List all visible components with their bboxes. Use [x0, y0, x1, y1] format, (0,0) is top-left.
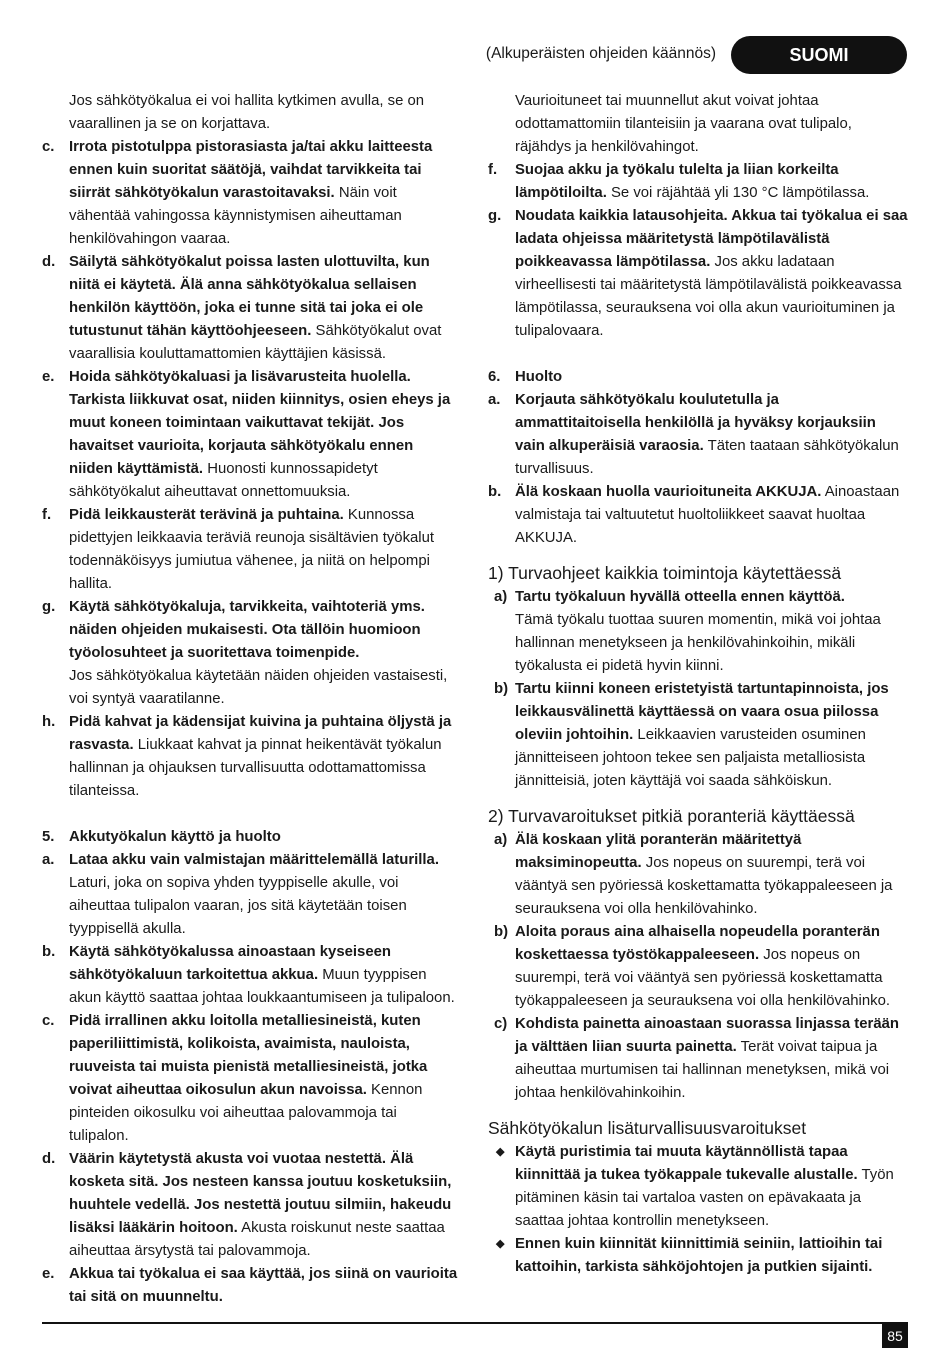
continued-paragraph: Jos sähkötyökalua ei voi hallita kytkimen avulla, se on vaarallinen ja se on korjattava. [69, 93, 425, 132]
section-heading-1: 1) Turvaohjeet kaikkia toimintoja käytettäessä [488, 563, 842, 583]
footer-rule [42, 1322, 908, 1324]
list-item-5g: g. Noudata kaikkia latausohjeita. Akkua tai työkalua ei saa ladata ohjeissa määritetystä lämpötilavälistä poikkeavassa lämpötilassa. Jos akku ladataan virheellisesti tai määritetystä lämpötilavälistä poikkeavassa lämpötilassa, seurauksena voi olla akun vaurioituminen ja tulipalovaara. [488, 208, 908, 339]
list-item-6a: a. Korjauta sähkötyökalu koulutetulla ja ammattitaitoisella henkilöllä ja hyväksy korjauksiin vain alkuperäisiä varaosia. Täten taataan sähkötyökalun turvallisuus. [488, 392, 899, 477]
sub-item-1b: b) Tartu kiinni koneen eristetyistä tartuntapinnoista, jos leikkausvälinettä käyttäessä on vaara osua piilossa oleviin johtoihin. Leikkaavien varusteiden osuminen jännitteiseen johtoon tekee sen paljaista metalliosista jännitteisiä, joten käyttäjä voi saada sähköiskun. [494, 681, 889, 789]
right-column [488, 90, 908, 1279]
list-item-5a: a. Lataa akku vain valmistajan määrittelemällä laturilla. Laturi, joka on sopiva yhden tyyppiselle akulle, voi aiheuttaa tulipalon vaaran, jos sitä käytetään toisen tyyppisellä akulla. [42, 852, 439, 937]
list-item-f: f. Pidä leikkausterät terävinä ja puhtaina. Kunnossa pidettyjen leikkaavia teräviä reunoja sisältävien työkalut todennäköisyys jumiutua vähenee, ja niitä on helpompi hallita. [42, 507, 435, 592]
section-6-heading: 6. Huolto [488, 369, 563, 385]
diamond-bullet-icon: ◆ [496, 1238, 505, 1250]
language-tab: SUOMI [731, 36, 907, 74]
list-item-c: c. Irrota pistotulppa pistorasiasta ja/tai akku laitteesta ennen kuin suoritat säätöjä, vaihdat tarvikkeita tai siirrät sähkötyökalun varastoitavaksi. Näin voit vähentää vahingossa käynnistymisen aiheuttaman henkilövahingon vaaraa. [42, 139, 433, 247]
list-item-5c: c. Pidä irrallinen akku loitolla metalliesineistä, kuten paperiliittimistä, kolikoista, avaimista, nauloista, ruuveista tai muista pienistä metalliesineistä, jotka voivat aiheuttaa oikosulun akun navoissa. Kennon pinteiden oikosulku voi aiheuttaa palovammoja tai tulipalon. [42, 1013, 428, 1144]
bullet-item-1: ◆ Käytä puristimia tai muuta käytännöllistä tapaa kiinnittää ja tukea työkappale tukevalle alustalle. Työn pitäminen käsin tai vartaloa vasten on epävakaata ja saattaa johtaa kontrollin menetykseen. [488, 1141, 908, 1233]
sub-item-2b: b) Aloita poraus aina alhaisella nopeudella poranterän koskettaessa työstökappaleeseen. Jos nopeus on suurempi, terä voi vääntyä sen pyöriessä koskettamatta työkappaleeseen ja seurauksena voi olla henkilövahinko. [494, 924, 890, 1009]
list-item-5f: f. Suojaa akku ja työkalu tulelta ja liian korkeilta lämpötiloilta. Se voi räjähtää yli 130 °C lämpötilassa. [488, 162, 870, 201]
header-subtitle: (Alkuperäisten ohjeiden käännös) [485, 45, 716, 62]
list-item-6b: b. Älä koskaan huolla vaurioituneita AKKUJA. Ainoastaan valmistaja tai valtuutetut huoltoliikkeet saavat huoltaa AKKUJA. [488, 484, 900, 546]
continued-paragraph-right: Vaurioituneet tai muunnellut akut voivat johtaa odottamattomiin tilanteisiin ja vaarana ovat tulipalo, räjähdys ja henkilövahingot. [515, 93, 852, 155]
sub-item-2c: c) Kohdista painetta ainoastaan suorassa linjassa terään ja välttäen liian suurta painetta. Terät voivat taipua ja aiheuttaa murtumisen tai hallinnan menetyksen, mikä voi johtaa henkilövahinkoihin. [494, 1016, 899, 1101]
list-item-h: h. Pidä kahvat ja kädensijat kuivina ja puhtaina öljystä ja rasvasta. Liukkaat kahvat ja pinnat heikentävät työkalun hallinnan ja ohjauksen turvallisuutta odottamattomissa tilanteissa. [42, 714, 452, 799]
sub-item-1a: a) Tartu työkaluun hyvällä otteella ennen käyttöä. Tämä työkalu tuottaa suuren momentin, mikä voi johtaa hallinnan menetykseen ja henkilövahinkoihin, mikäli työkalusta ei pidetä hyvin kiinni. [494, 589, 881, 674]
list-item-e: e. Hoida sähkötyökaluasi ja lisävarusteita huolella. Tarkista liikkuvat osat, niiden kiinnitys, osien eheys ja muut koneen toimintaan vaikuttavat tekijät. Jos havaitset vaurioita, korjauta sähkötyökalu ennen niiden käyttämistä. Huonosti kunnossapidetyt sähkötyökalut aiheuttavat onnettomuuksia. [42, 369, 451, 500]
bullet-item-2: ◆ Ennen kuin kiinnität kiinnittimiä seiniin, lattioihin tai kattoihin, tarkista sähköjohtojen ja putkien sijainti. [488, 1233, 908, 1279]
list-item-5d: d. Väärin käytetystä akusta voi vuotaa nestettä. Älä kosketa sitä. Jos nesteen kanssa joutuu kosketuksiin, huuhtele vedellä. Jos nestettä joutuu silmiin, hakeudu lisäksi lääkärin hoitoon. Akusta roiskunut neste saattaa aiheuttaa ärsytystä tai palovammoja. [42, 1151, 452, 1259]
list-item-5e: e. Akkua tai työkalua ei saa käyttää, jos siinä on vaurioita tai sitä on muunneltu. [42, 1266, 458, 1305]
sub-item-2a: a) Älä koskaan ylitä poranterän määritettyä maksiminopeutta. Jos nopeus on suurempi, terä voi vääntyä sen pyöriessä koskettamatta työkappaleeseen ja seurauksena voi olla henkilövahinko. [494, 832, 893, 917]
section-heading-2: 2) Turvavaroitukset pitkiä poranteriä käyttäessä [488, 806, 855, 826]
section-heading-3: Sähkötyökalun lisäturvallisuusvaroitukset [488, 1118, 807, 1138]
list-item-d: d. Säilytä sähkötyökalut poissa lasten ulottuvilta, kun niitä ei käytetä. Älä anna sähkötyökalua sellaisen henkilön käyttöön, joka ei tunne sitä tai joka ei ole tutustunut tähän käyttöohjeeseen. Sähkötyökalut ovat vaarallisia kouluttamattomien käyttäjien käsissä. [42, 254, 442, 362]
list-item-g: g. Käytä sähkötyökaluja, tarvikkeita, vaihtoteriä yms. näiden ohjeiden mukaisesti. Ota tällöin huomioon työolosuhteet ja suoritettava toimenpide. Jos sähkötyökalua käytetään näiden ohjeiden vastaisesti, voi syntyä vaaratilanne. [42, 599, 448, 707]
list-item-5b: b. Käytä sähkötyökalussa ainoastaan kyseiseen sähkötyökaluun tarkoitettua akkua. Muun tyyppisen akun käyttö saattaa johtaa loukkaantumiseen ja tulipaloon. [42, 944, 455, 1006]
page-number: 85 [882, 1324, 908, 1348]
left-column [42, 90, 458, 1309]
diamond-bullet-icon: ◆ [496, 1146, 505, 1158]
section-5-heading: 5. Akkutyökalun käyttö ja huolto [42, 829, 281, 845]
